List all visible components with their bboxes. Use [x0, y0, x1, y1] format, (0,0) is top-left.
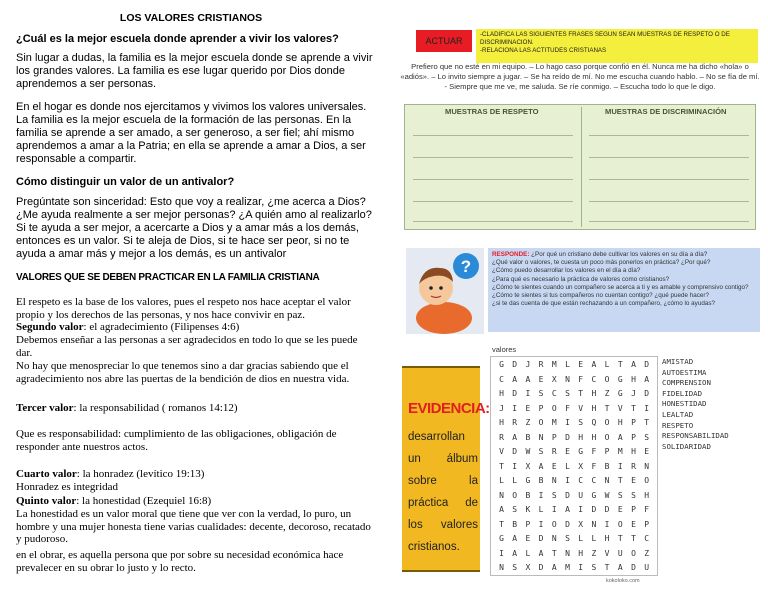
wordsearch-cell[interactable]: H [604, 534, 610, 543]
wordsearch-cell[interactable]: H [631, 374, 636, 384]
question-3: ¿Cómo puedo desarrollar los valores en el día a día? [492, 267, 641, 275]
wordsearch-cell[interactable]: E [644, 447, 650, 456]
wordsearch-cell[interactable]: D [538, 534, 544, 543]
wordsearch-cell[interactable]: L [578, 534, 584, 543]
wordsearch-cell[interactable]: P [538, 403, 544, 413]
wordsearch-cell[interactable]: I [565, 418, 570, 427]
activity-phrases: Prefiero que no esté en mi equipo. – Lo hago caso porque confió en él. Nunca me ha dicho «hola» o «adiós». – Lo invito siempre a jugar. – Se ha reído de mí. No me escucha cuando hablo. – No se fía de mí. - Siempre que me ve, me saluda. Se ríe conmigo. – Escucha todo lo que le digo. [400, 62, 760, 91]
fourth-value-label: Cuarto valor [16, 468, 77, 480]
wordsearch-cell[interactable]: I [512, 403, 518, 413]
reflection-questions [488, 248, 760, 332]
fourth-value [16, 468, 374, 481]
wordsearch-cell[interactable]: M [551, 360, 557, 369]
word-item: FIDELIDAD [662, 388, 703, 398]
wordsearch-cell[interactable]: A [512, 432, 518, 442]
heading-family-values: VALORES QUE SE DEBEN PRACTICAR EN LA FAMILIA CRISTIANA [16, 272, 320, 283]
paragraph-gratitude-2: No hay que menospreciar lo que tenemos sino a dar gracias sabiendo que el agradecimiento nos abre las puertas de la bendición de dios en nuestra vida. [16, 360, 350, 385]
wordsearch-cell[interactable]: M [617, 447, 623, 456]
wordsearch-cell[interactable]: E [617, 505, 623, 514]
wordsearch-cell[interactable]: D [591, 505, 597, 514]
wordsearch-cell[interactable]: I [565, 476, 570, 485]
column-divider [581, 107, 582, 227]
wordsearch-cell[interactable]: N [565, 374, 570, 384]
question-4: ¿Para qué es necesario la práctica de valores como cristianos? [492, 275, 670, 283]
column-respect-header: MUESTRAS DE RESPETO [445, 107, 539, 116]
wordsearch-cell[interactable]: N [644, 461, 650, 471]
wordsearch-cell[interactable]: H [631, 447, 636, 456]
wordsearch-cell[interactable]: A [551, 563, 557, 572]
paragraph-honesty: La honestidad es un valor moral que tiene que ver con la verdad, lo puro, un hombre y una mujer honesta tiene varias cualidades: decente, decoroso, recatado y pudoroso. [16, 508, 371, 545]
third-value-text: : la responsabilidad ( romanos 14:12) [73, 402, 238, 414]
question-1: ¿Por qué un cristiano debe cultivar los valores en su día a día? [529, 251, 708, 258]
wordsearch-cell[interactable]: E [551, 461, 557, 471]
wordsearch-cell[interactable]: X [525, 563, 531, 572]
wordsearch-cell[interactable]: A [538, 548, 544, 558]
question-7: ¿si te das cuenta de que están rechazando a un compañero, ¿cómo lo ayudas? [492, 300, 715, 308]
wordsearch-cell[interactable]: G [525, 476, 531, 485]
wordsearch-cell[interactable]: V [499, 447, 504, 456]
wordsearch-cell[interactable]: P [631, 432, 636, 442]
wordsearch-cell[interactable]: G [617, 374, 623, 384]
fifth-value [16, 495, 374, 508]
wordsearch-cell[interactable]: X [578, 461, 584, 471]
wordsearch-cell[interactable]: S [538, 389, 544, 398]
wordsearch-cell[interactable]: M [551, 418, 557, 427]
question-best-school: ¿Cuál es la mejor escuela donde aprender a vivir los valores? [16, 33, 339, 45]
wordsearch-cell[interactable]: U [578, 490, 584, 500]
wordsearch-cell[interactable]: D [604, 505, 610, 514]
wordsearch-cell[interactable]: N [499, 490, 504, 500]
wordsearch-cell[interactable]: A [565, 505, 570, 514]
svg-text:?: ? [460, 257, 472, 276]
wordsearch-cell[interactable]: D [644, 389, 650, 398]
wordsearch-cell[interactable]: B [525, 490, 531, 500]
paragraph-respect: El respeto es la base de los valores, pues el respeto nos hace aceptar el valor propio y los derechos de las personas, y nos hace convivir en paz. [16, 296, 351, 321]
wordsearch-cell[interactable]: R [631, 461, 636, 471]
wordsearch-cell[interactable]: J [525, 360, 531, 369]
wordsearch-cell[interactable]: H [499, 389, 504, 398]
wordsearch-cell[interactable]: L [604, 360, 610, 369]
instruction-relate: -RELACIONA LAS ACTITUDES CRISTIANAS [480, 47, 607, 54]
wordsearch-cell[interactable]: H [578, 548, 584, 558]
wordsearch-cell[interactable]: X [551, 374, 557, 384]
paragraph-ask-yourself: Pregúntate son sinceridad: Esto que voy a realizar, ¿me acerca a Dios? ¿Me ayuda realmente a ser mejor personas? ¿A quién amo al realizarlo? Si te ayuda a ser mejor, a acercarte a Dios y a amar más a los demás, entonces es un valor. Si te aleja de Dios, si te hace ser peor, si no te ayuda a amar más y mejor a los demás, es un antivalor [16, 196, 372, 260]
wordsearch-cell[interactable]: J [631, 389, 636, 398]
child-question-icon [406, 248, 484, 334]
word-item: RESPETO [662, 420, 694, 430]
wordsearch-cell[interactable]: H [591, 432, 597, 442]
question-5: ¿Cómo te sientes cuando un compañero se acerca a ti y es amable y comprensivo contigo? [492, 283, 749, 291]
wordsearch-cell[interactable]: Z [525, 418, 531, 427]
wordsearch-cell[interactable]: T [631, 403, 636, 413]
wordsearch-cell[interactable]: C [499, 374, 504, 384]
wordsearch-cell[interactable]: T [617, 534, 623, 543]
wordsearch-cell[interactable]: N [499, 563, 504, 572]
answer-line[interactable] [413, 135, 573, 136]
wordsearch-cell[interactable]: T [617, 476, 623, 485]
wordsearch-cell[interactable]: T [499, 519, 504, 529]
wordsearch-cell[interactable]: A [512, 548, 518, 558]
wordsearch-cell[interactable]: O [512, 490, 518, 500]
wordsearch-cell[interactable]: G [617, 389, 623, 398]
wordsearch-cell[interactable]: L [499, 476, 504, 485]
wordsearch-cell[interactable]: O [617, 519, 623, 529]
wordsearch-cell[interactable]: B [525, 432, 531, 442]
wordsearch-cell[interactable]: O [551, 519, 557, 529]
wordsearch-cell[interactable]: A [591, 360, 597, 369]
wordsearch-cell[interactable]: L [591, 534, 597, 543]
wordsearch-cell[interactable]: I [512, 461, 518, 471]
wordsearch-cell[interactable]: G [578, 447, 584, 456]
wordsearch-cell[interactable]: U [644, 563, 650, 572]
wordsearch-cell[interactable]: T [578, 389, 584, 398]
answer-line[interactable] [589, 179, 749, 180]
wordsearch-cell[interactable]: I [578, 505, 584, 514]
word-item: HONESTIDAD [662, 399, 707, 409]
wordsearch-cell[interactable]: O [631, 548, 636, 558]
instruction-classify: -CLADIFICA LAS SIGUIENTES FRASES SEGUN SEAN MUESTRAS DE RESPETO O DE DISCRIMINACION. [480, 31, 730, 46]
wordsearch-cell[interactable]: R [538, 360, 544, 369]
wordsearch-cell[interactable]: P [604, 447, 610, 456]
source-credit: kokoloko.com [606, 578, 640, 584]
wordsearch-cell[interactable]: H [578, 432, 584, 442]
wordsearch-cell[interactable]: U [617, 548, 623, 558]
answer-line[interactable] [589, 157, 749, 158]
wordsearch-cell[interactable]: I [644, 403, 650, 413]
paragraph-gratitude: Debemos enseñar a las personas a ser agradecidos en todo lo que se les puede dar. [16, 334, 358, 359]
word-item: RESPONSABILIDAD [662, 431, 729, 441]
wordsearch-cell[interactable]: H [644, 490, 650, 500]
wordsearch-cell[interactable]: O [644, 476, 650, 485]
wordsearch-cell[interactable]: E [538, 374, 544, 384]
question-2: ¿Qué valor o valores, te cuesta un poco más ponerlos en práctica? ¿Por qué? [492, 259, 711, 267]
wordsearch-cell[interactable]: M [565, 563, 570, 572]
wordsearch-cell[interactable]: P [525, 519, 531, 529]
wordsearch-cell[interactable]: D [512, 447, 518, 456]
wordsearch-cell[interactable]: B [538, 476, 544, 485]
wordsearch-cell[interactable]: O [538, 418, 544, 427]
wordsearch-cell[interactable]: H [617, 418, 623, 427]
thinking-child-illustration [406, 248, 484, 334]
third-value-label: Tercer valor [16, 402, 74, 414]
word-item: LEALTAD [662, 409, 694, 419]
answer-line[interactable] [413, 179, 573, 180]
wordsearch-cell[interactable]: I [525, 389, 531, 398]
wordsearch-title: valores [492, 345, 517, 354]
wordsearch-cell[interactable]: N [538, 432, 544, 442]
wordsearch-cell[interactable]: S [617, 490, 623, 500]
wordsearch-cell[interactable]: D [512, 389, 518, 398]
responde-label: RESPONDE: [492, 251, 530, 258]
wordsearch-cell[interactable]: F [644, 505, 650, 514]
wordsearch-cell[interactable]: O [604, 432, 610, 442]
wordsearch-cell[interactable]: L [512, 476, 518, 485]
wordsearch-cell[interactable]: E [578, 360, 584, 369]
wordsearch-cell[interactable]: K [525, 505, 531, 514]
wordsearch-cell[interactable]: Z [644, 548, 650, 558]
evidence-title: EVIDENCIA: [408, 400, 490, 417]
wordsearch-cell[interactable]: S [512, 563, 518, 572]
wordsearch-cell[interactable]: I [617, 461, 623, 471]
wordsearch-cell[interactable]: S [644, 432, 650, 442]
paragraph-family-school: Sin lugar a dudas, la familia es la mejor escuela donde se aprende a vivir los grandes valores. La familia es ese lugar querido por Dios donde aprendemos a ser personas. [16, 52, 373, 90]
wordsearch-cell[interactable]: W [525, 447, 531, 456]
word-item: AMISTAD [662, 357, 694, 366]
wordsearch-cell[interactable]: L [538, 505, 544, 514]
wordsearch-cell[interactable]: A [512, 534, 518, 543]
second-value [16, 321, 374, 334]
wordsearch-cell[interactable]: V [578, 403, 584, 413]
wordsearch-cell[interactable]: A [525, 374, 531, 384]
classification-table [404, 104, 756, 230]
wordsearch-cell[interactable]: O [551, 403, 557, 413]
wordsearch-cell[interactable]: F [578, 374, 584, 384]
wordsearch-cell[interactable]: B [512, 519, 518, 529]
answer-line[interactable] [589, 221, 749, 222]
wordsearch-cell[interactable]: E [631, 519, 636, 529]
wordsearch-cell[interactable]: D [644, 360, 650, 369]
wordsearch-cell[interactable]: N [551, 476, 557, 485]
wordsearch-cell[interactable]: A [617, 563, 623, 572]
wordsearch-cell[interactable]: D [565, 432, 570, 442]
wordsearch-cell[interactable]: I [538, 519, 544, 529]
wordsearch-cell[interactable]: H [591, 403, 597, 413]
wordsearch-cell[interactable]: F [565, 403, 570, 413]
wordsearch-cell[interactable]: D [538, 563, 544, 572]
wordsearch-cell[interactable]: S [565, 534, 570, 543]
wordsearch-cell[interactable]: C [591, 374, 597, 384]
wordsearch-cell[interactable]: I [538, 490, 544, 500]
question-value-antivalue: Cómo distinguir un valor de un antivalor? [16, 176, 235, 188]
actuar-label: ACTUAR [416, 30, 472, 52]
paragraph-home: En el hogar es donde nos ejercitamos y vivimos los valores universales. La familia es la mejor escuela de la formación de las personas. En la familia se aprende a ser amado, a ser generoso, a ser fiel; ahí mismo aprendemos a amar a la Patria; en ella se aprende a amar a Dios, a ser responsable a compartir. [16, 101, 367, 165]
wordsearch-cell[interactable]: T [617, 360, 623, 369]
wordsearch-cell[interactable]: I [578, 563, 584, 572]
answer-line[interactable] [589, 135, 749, 136]
wordsearch-cell[interactable]: C [591, 476, 597, 485]
answer-line[interactable] [589, 201, 749, 202]
fifth-value-label: Quinto valor [16, 495, 77, 507]
wordsearch-cell[interactable]: P [551, 432, 557, 442]
wordsearch-cell[interactable]: X [578, 519, 584, 529]
wordsearch-cell[interactable]: N [565, 548, 570, 558]
wordsearch-cell[interactable]: J [499, 403, 504, 413]
wordsearch-cell[interactable]: Z [591, 548, 597, 558]
wordsearch-cell[interactable]: W [604, 490, 610, 500]
wordsearch-cell[interactable]: A [631, 360, 636, 369]
wordsearch-cell[interactable]: S [512, 505, 518, 514]
wordsearch-cell[interactable]: L [565, 360, 570, 369]
wordsearch-grid[interactable] [490, 356, 658, 576]
wordsearch-cell[interactable]: G [499, 360, 504, 369]
fifth-value-text: : la honestidad (Ezequiel 16:8) [76, 495, 212, 507]
wordsearch-cell[interactable]: A [538, 461, 544, 471]
wordsearch-cell[interactable]: S [538, 447, 544, 456]
wordsearch-cell[interactable]: F [591, 461, 597, 471]
wordsearch-cell[interactable]: V [604, 548, 610, 558]
wordsearch-cell[interactable]: D [631, 563, 636, 572]
wordsearch-cell[interactable]: X [525, 461, 531, 471]
paragraph-responsibility: Que es responsabilidad: cumplimiento de las obligaciones, obligación de responder ante nuestros actos. [16, 428, 337, 453]
wordsearch-cell[interactable]: A [617, 432, 623, 442]
paragraph-honesty-integrity: Honradez es integridad [16, 481, 119, 493]
wordsearch-cell[interactable]: E [565, 447, 570, 456]
wordsearch-cell[interactable]: T [499, 461, 504, 471]
wordsearch-cell[interactable]: R [499, 432, 504, 442]
wordsearch-cell[interactable]: A [499, 505, 504, 514]
wordsearch-cell[interactable]: O [604, 418, 610, 427]
wordsearch-cell[interactable]: R [512, 418, 518, 427]
wordsearch-cell[interactable]: A [644, 374, 650, 384]
fourth-value-text: : la honradez (levítico 19:13) [76, 468, 205, 480]
wordsearch-cell[interactable]: Z [604, 389, 610, 398]
wordsearch-cell[interactable]: L [565, 461, 570, 471]
wordsearch-cell[interactable]: T [631, 534, 636, 543]
paragraph-honesty-2: en el obrar, es aquella persona que por sobre su necesidad económica hace prevalecer en su obrar lo justo y lo recto. [16, 549, 344, 574]
wordsearch-cell[interactable]: L [525, 548, 531, 558]
wordsearch-word-list [662, 357, 729, 452]
activity-instructions [476, 29, 758, 63]
wordsearch-cell[interactable]: I [604, 519, 610, 529]
wordsearch-cell[interactable]: G [499, 534, 504, 543]
wordsearch-cell[interactable]: E [525, 534, 531, 543]
wordsearch-cell[interactable]: S [578, 418, 584, 427]
wordsearch-cell[interactable]: D [565, 490, 570, 500]
wordsearch-cell[interactable]: P [644, 519, 650, 529]
wordsearch-cell[interactable]: A [512, 374, 518, 384]
wordsearch-cell[interactable]: S [565, 389, 570, 398]
second-value-label: Segundo valor [16, 321, 84, 333]
wordsearch-cell[interactable]: E [525, 403, 531, 413]
evidence-box [402, 366, 490, 572]
wordsearch-cell[interactable]: P [631, 505, 636, 514]
wordsearch-cell[interactable]: V [617, 403, 623, 413]
wordsearch-cell[interactable]: C [578, 476, 584, 485]
wordsearch-cell[interactable]: D [565, 519, 570, 529]
wordsearch-cell[interactable]: S [591, 563, 597, 572]
wordsearch-cell[interactable]: R [551, 447, 557, 456]
wordsearch-cell[interactable]: N [551, 534, 557, 543]
word-item: AUTOESTIMA [662, 367, 707, 377]
wordsearch-cell[interactable]: C [551, 389, 557, 398]
wordsearch-cell[interactable]: B [604, 461, 610, 471]
wordsearch-cell[interactable]: D [512, 360, 518, 369]
wordsearch-cell[interactable]: H [591, 389, 597, 398]
answer-line[interactable] [413, 157, 573, 158]
wordsearch-cell[interactable]: G [591, 490, 597, 500]
wordsearch-cell[interactable]: C [644, 534, 650, 543]
wordsearch-cell[interactable]: T [551, 548, 557, 558]
wordsearch-cell[interactable]: P [631, 418, 636, 427]
wordsearch-cell[interactable]: O [604, 374, 610, 384]
wordsearch-cell[interactable]: N [591, 519, 597, 529]
wordsearch-cell[interactable]: F [591, 447, 597, 456]
wordsearch-cell[interactable]: T [604, 403, 610, 413]
wordsearch-cell[interactable]: T [644, 418, 650, 427]
wordsearch-cell[interactable]: I [551, 505, 557, 514]
word-item: COMPRENSION [662, 378, 711, 388]
word-item: SOLIDARIDAD [662, 441, 711, 451]
document-title: LOS VALORES CRISTIANOS [119, 12, 263, 24]
wordsearch-cell[interactable]: Q [591, 418, 597, 427]
question-6: ¿Cómo te sientes si tus compañeros no cuentan contigo? ¿qué puede hacer? [492, 292, 710, 300]
wordsearch-cell[interactable]: E [631, 476, 636, 485]
third-value [16, 402, 374, 415]
evidence-text: desarrollan un álbum sobre la práctica de los valores cristianos. [408, 431, 478, 553]
wordsearch-cell[interactable]: N [604, 476, 610, 485]
answer-line[interactable] [413, 221, 573, 222]
wordsearch-cell[interactable]: T [604, 563, 610, 572]
second-value-text: : el agradecimiento (Filipenses 4:6) [83, 321, 240, 333]
wordsearch-cell[interactable]: H [499, 418, 504, 427]
answer-line[interactable] [413, 201, 573, 202]
wordsearch-cell[interactable]: I [499, 548, 504, 558]
wordsearch-cell[interactable]: S [631, 490, 636, 500]
column-discrimination-header: MUESTRAS DE DISCRIMINACIÓN [605, 107, 727, 116]
wordsearch-cell[interactable]: S [551, 490, 557, 500]
